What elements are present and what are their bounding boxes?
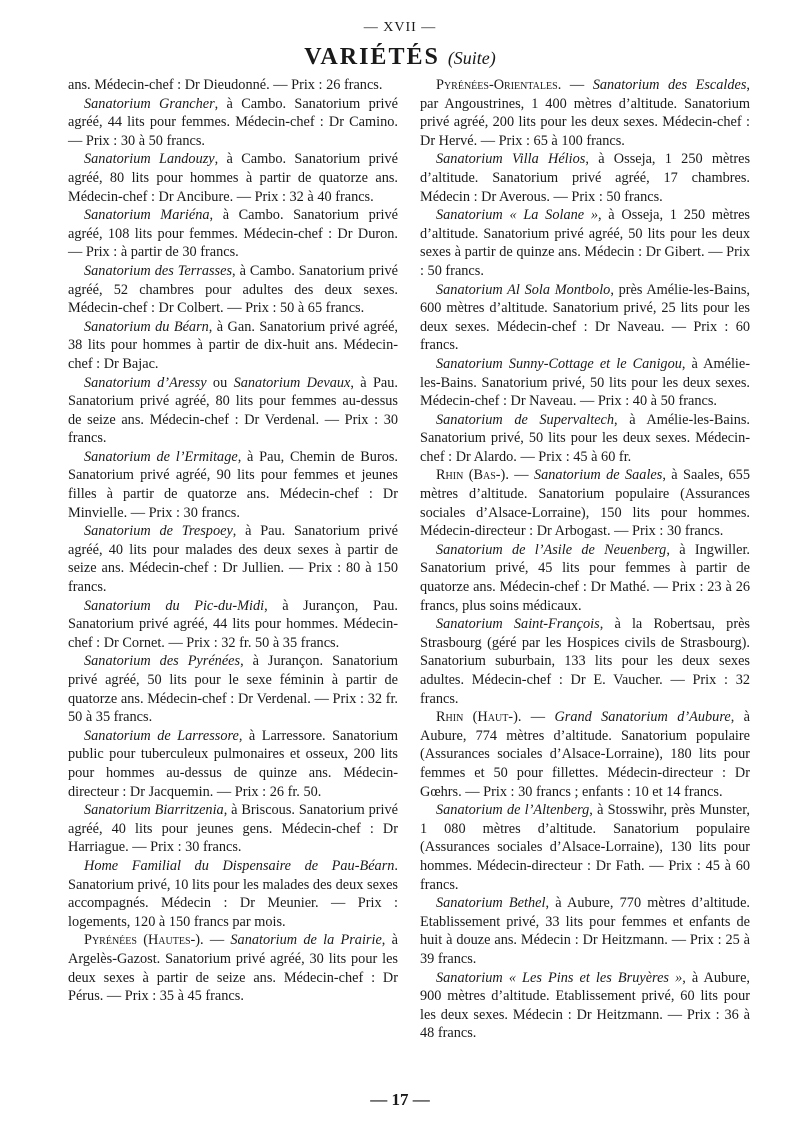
entry-text: , à Cambo. Sanatorium privé agréé, 52 chambres pour adultes des deux sexes. Médecin-chef : Dr Colbert. — Prix : 50 à 65 francs. <box>68 262 398 317</box>
entry-text: , à Argelès-Gazost. Sanatorium privé agréé, 30 lits pour les deux sexes à partir de seize ans. Médecin-chef : Dr Pérus. — Prix : 35 à 45 francs. <box>68 932 398 1005</box>
entry-paragraph <box>420 466 750 540</box>
sanatorium-name: Sanatorium Mariéna <box>84 207 210 224</box>
entry-paragraph <box>68 448 398 522</box>
sanatorium-name: Sanatorium « Les Pins et les Bruyères » <box>436 969 683 986</box>
entry-paragraph <box>420 76 750 150</box>
sanatorium-name: Sanatorium de Saales <box>533 467 663 484</box>
entry-paragraph <box>68 931 398 1005</box>
sanatorium-name: Sanatorium de Supervaltech <box>436 411 615 428</box>
entry-paragraph <box>68 374 398 448</box>
entry-text: , à Osseja, 1 250 mètres d’altitude. Sanatorium privé agréé, 50 lits pour les deux sexes à partir de quinze ans. Médecin : Dr Gibert. — Prix : 50 francs. <box>420 207 750 279</box>
entry-paragraph <box>420 355 750 411</box>
entry-paragraph <box>68 801 398 857</box>
entry-text: , à Pau. Sanatorium privé agréé, 40 lits pour malades des deux sexes à partir de seize ans. Médecin-chef : Dr Jullien. — Prix : 80 à 150 francs. <box>68 523 398 596</box>
entry-paragraph <box>68 150 398 206</box>
entry-text: , par Angoustrines, 1 400 mètres d’altitude. Sanatorium privé agréé, 200 lits pour les deux sexes. Médecin-chef : Dr Hervé. — Prix : 65 à 100 francs. <box>420 77 750 149</box>
entry-paragraph <box>420 281 750 355</box>
sanatorium-name: Sanatorium de l’Asile de Neuenberg <box>436 541 667 558</box>
sanatorium-name: Sanatorium Bethel <box>436 895 546 912</box>
entry-text: , à Amélie-les-Bains. Sanatorium privé, 50 lits pour les deux sexes. Médecin-chef : Dr Alardo. — Prix : 45 à 60 fr. <box>420 411 750 465</box>
page-title <box>0 44 800 71</box>
entry-text: ans. Médecin-chef : Dr Dieudonné. — Prix : 26 francs. <box>68 77 383 93</box>
entry-paragraph <box>68 652 398 726</box>
department-heading: Pyrénées (Hautes-) <box>84 932 201 949</box>
entry-text: , à Saales, 655 mètres d’altitude. Sanatorium populaire (Assurances sociales d’Alsace-Lorraine), 150 lits pour hommes. Médecin-directeur : Dr Arbogast. — Prix : 30 francs. <box>420 467 750 540</box>
right-column <box>420 76 750 1043</box>
entry-paragraph <box>68 597 398 653</box>
entry-text: , à Amélie-les-Bains. Sanatorium privé, 50 lits pour les deux sexes. Médecin-chef : Dr Naveau. — Prix : 40 à 50 francs. <box>420 355 750 410</box>
sanatorium-name: Sanatorium de Larressore <box>84 727 239 744</box>
sanatorium-name: Sanatorium Devaux <box>233 374 351 391</box>
sanatorium-name: Grand Sanatorium d’Aubure <box>554 709 731 726</box>
sanatorium-name: Sanatorium des Terrasses <box>84 262 233 279</box>
entry-text: , à Pau. Sanatorium privé agréé, 80 lits pour femmes au-dessus de seize ans. Médecin-chef : Dr Verdenal. — Prix : 30 francs. <box>68 374 398 447</box>
entry-text: , à Cambo. Sanatorium privé agréé, 108 lits pour femmes. Médecin-chef : Dr Duron. — Prix : à partir de 30 francs. <box>68 207 398 261</box>
sanatorium-name: Sanatorium des Pyrénées <box>84 653 241 670</box>
entry-text: , à Stosswihr, près Munster, 1 080 mètres d’altitude. Sanatorium populaire (Assurances sociales d’Alsace-Lorraine), 130 lits pour hommes. Médecin-directeur : Dr Fath. — Prix : 45 à 60 francs. <box>420 802 750 893</box>
entry-paragraph <box>68 857 398 931</box>
entry-paragraph <box>420 615 750 708</box>
entry-text: , à Cambo. Sanatorium privé agréé, 80 lits pour hommes à partir de quatorze ans. Médecin-chef : Dr Ancibure. — Prix : 32 à 40 francs. <box>68 151 398 205</box>
left-column <box>68 76 398 1006</box>
sanatorium-name: Sanatorium de la Prairie <box>230 932 382 949</box>
entry-text: , à Gan. Sanatorium privé agréé, 38 lits pour hommes à partir de dix-huit ans. Médecin-chef : Dr Bajac. <box>68 318 398 372</box>
sanatorium-name: Sanatorium d’Aressy <box>84 374 207 391</box>
entry-text: . — <box>200 932 231 949</box>
department-heading: Rhin (Haut-) <box>436 709 518 726</box>
sanatorium-name: Sanatorium Sunny-Cottage et le Canigou <box>436 355 682 372</box>
entry-text: ou <box>206 374 234 391</box>
entry-text: , à Briscous. Sanatorium privé agréé, 40 lits pour jeunes gens. Médecin-chef : Dr Harriague. — Prix : 30 francs. <box>68 802 398 856</box>
sanatorium-name: Sanatorium de l’Ermitage <box>84 448 238 465</box>
entry-paragraph <box>420 708 750 801</box>
entry-text: , à Jurançon. Sanatorium privé agréé, 50 lits pour le sexe féminin à partir de quatorze ans. Médecin-chef : Dr Verdenal. — Prix : 32 fr. 50 à 35 francs. <box>68 653 398 726</box>
entry-paragraph <box>420 411 750 467</box>
entry-paragraph <box>420 969 750 1043</box>
entry-text: , à Aubure, 774 mètres d’altitude. Sanatorium populaire (Assurances sociales d’Alsace-Lorraine), 180 lits pour femmes et 50 pour fillettes. Médecin-directeur : Dr Gœhrs. — Prix : 30 francs ; enfants : 10 et 14 francs. <box>420 709 751 800</box>
entry-paragraph <box>420 541 750 615</box>
department-heading: Rhin (Bas-) <box>436 467 506 484</box>
entry-text: , à Jurançon, Pau. Sanatorium privé agréé, 44 lits pour hommes. Médecin-chef : Dr Cornet. — Prix : 32 fr. 50 à 35 francs. <box>68 597 398 651</box>
entry-text: . — <box>517 709 555 726</box>
entry-text: , à Aubure, 900 mètres d’altitude. Etablissement privé, 60 lits pour les deux sexes. Médecin : Dr Heitzmann. — Prix : 36 à 48 francs. <box>420 969 750 1042</box>
entry-text: , à Ingwiller. Sanatorium privé, 45 lits pour femmes à partir de quatorze ans. Médecin-chef : Dr Mathé. — Prix : 23 à 26 francs, plus soins médicaux. <box>420 541 751 614</box>
entry-text: , à Cambo. Sanatorium privé agréé, 44 lits pour femmes. Médecin-chef : Dr Camino. — Prix : 30 à 50 francs. <box>68 95 398 149</box>
sanatorium-name: Sanatorium de l’Altenberg <box>436 802 590 819</box>
entry-paragraph <box>68 76 398 95</box>
sanatorium-name: Sanatorium Saint-François <box>436 616 600 633</box>
entry-text: , à la Robertsau, près Strasbourg (géré par les Hospices civils de Strasbourg). Sanatorium suburbain, 133 lits pour les deux sexes adultes. Médecin-chef : Dr E. Vaucher. — Prix : 32 francs. <box>420 616 750 707</box>
section-title: VARIÉTÉS <box>304 44 440 70</box>
entry-paragraph <box>68 262 398 318</box>
sanatorium-name: Home Familial du Dispensaire de Pau-Béarn <box>84 857 395 874</box>
entry-text: . — <box>557 77 593 93</box>
sanatorium-name: Sanatorium des Escaldes <box>592 77 747 93</box>
entry-text: , à Larressore. Sanatorium public pour tuberculeux pulmonaires et osseux, 200 lits pour hommes au-dessus de quinze ans. Médecin-directeur : Dr Jacquemin. — Prix : 26 fr. 50. <box>68 727 398 800</box>
sanatorium-name: Sanatorium Landouzy <box>84 151 215 168</box>
page-number: — 17 — <box>370 1090 430 1109</box>
entry-paragraph <box>68 522 398 596</box>
entry-paragraph <box>68 95 398 151</box>
sanatorium-name: Sanatorium Al Sola Montbolo <box>436 281 611 298</box>
entry-paragraph <box>68 318 398 374</box>
entry-paragraph <box>420 150 750 206</box>
entry-text: , à Pau, Chemin de Buros. Sanatorium privé agréé, 90 lits pour femmes et jeunes filles à partir de quatorze ans. Médecin-chef : Dr Minvielle. — Prix : 30 francs. <box>68 448 398 521</box>
entry-paragraph <box>420 801 750 894</box>
sanatorium-name: Sanatorium « La Solane » <box>436 207 598 224</box>
entry-text: . — <box>505 467 534 484</box>
entry-paragraph <box>420 206 750 280</box>
entry-text: . Sanatorium privé, 10 lits pour les malades des deux sexes accompagnés. Médecin : Dr Meunier. — Prix : logements, 120 à 150 francs par mois. <box>68 857 398 930</box>
section-title-suite: (Suite) <box>447 48 496 68</box>
entry-paragraph <box>68 206 398 262</box>
department-heading: Pyrénées-Orientales <box>436 77 558 93</box>
entry-paragraph <box>420 894 750 968</box>
sanatorium-name: Sanatorium Grancher <box>84 95 215 112</box>
entry-text: , à Osseja, 1 250 mètres d’altitude. Sanatorium privé agréé, 17 chambres. Médecin : Dr Averous. — Prix : 50 francs. <box>420 151 751 205</box>
roman-folio: — XVII — <box>363 20 437 35</box>
sanatorium-name: Sanatorium du Béarn <box>84 318 209 335</box>
sanatorium-name: Sanatorium Villa Hélios <box>436 151 586 168</box>
entry-paragraph <box>68 727 398 801</box>
sanatorium-name: Sanatorium du Pic-du-Midi <box>84 597 265 614</box>
sanatorium-name: Sanatorium Biarritzenia <box>84 802 224 819</box>
entry-text: , à Aubure, 770 mètres d’altitude. Etablissement privé, 33 lits pour femmes et enfants de huit à douze ans. Médecin : Dr Heitzmann. — Prix : 25 à 39 francs. <box>420 895 750 967</box>
sanatorium-name: Sanatorium de Trespoey <box>84 523 233 540</box>
entry-text: , près Amélie-les-Bains, 600 mètres d’altitude. Sanatorium privé, 25 lits pour les deux sexes. Médecin-chef : Dr Naveau. — Prix : 60 francs. <box>420 281 750 354</box>
